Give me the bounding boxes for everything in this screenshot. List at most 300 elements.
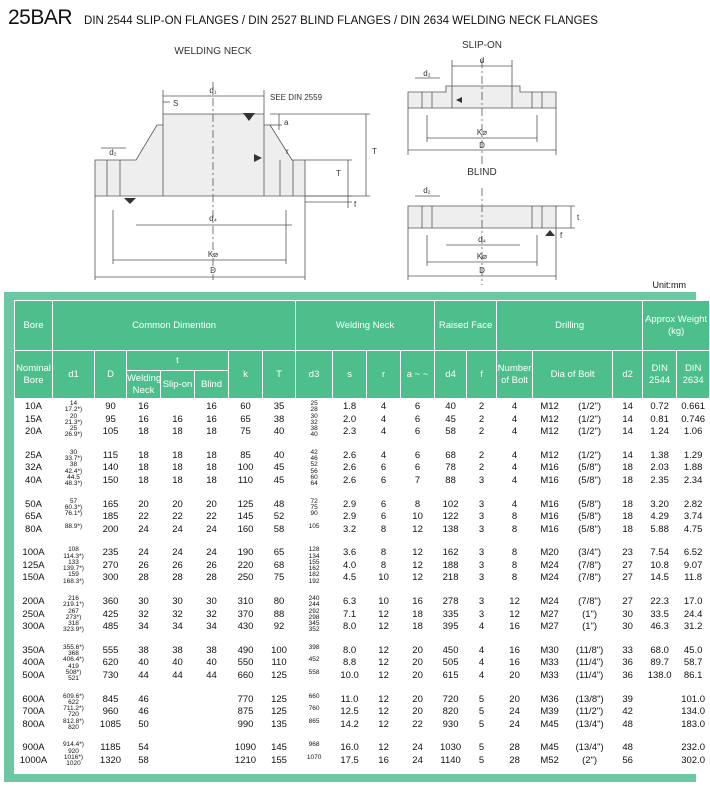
- cell-bolt: [533, 399, 567, 448]
- cell-line: 88: [445, 474, 456, 486]
- cell-subline: 38: [310, 425, 318, 432]
- cell-line: 1085: [99, 718, 122, 730]
- cell-subline: 21.3*): [64, 418, 83, 426]
- cell-line: 1.38: [650, 449, 669, 461]
- cell-line: [296, 572, 332, 585]
- cell-t-so: [161, 740, 195, 774]
- cell-subline: 46: [310, 455, 318, 462]
- cell-d2: [613, 642, 643, 691]
- spec-table-panel: [4, 292, 708, 782]
- cell-subline: 14: [69, 400, 78, 407]
- cell-line: 11.8: [684, 572, 703, 584]
- cell-line: 60: [240, 401, 251, 412]
- cell-line: 16: [138, 401, 149, 412]
- cell-t-so: [161, 545, 195, 594]
- cell-line: 39: [622, 693, 633, 705]
- cell-line: 2.3: [342, 426, 357, 437]
- cell-line: 615: [442, 669, 459, 681]
- cell-line: 1140: [440, 754, 461, 766]
- cell-line: 18: [138, 449, 149, 461]
- so-k-label: K⌀: [476, 128, 488, 137]
- cell-line: (5/8"): [578, 511, 602, 522]
- cell-d1: [53, 447, 95, 496]
- cell-nb: [497, 399, 533, 448]
- cell-subline: 30: [310, 412, 318, 420]
- wn-a-label: a: [284, 118, 289, 127]
- cell-line: 32: [172, 608, 183, 620]
- cell-line: 16: [206, 401, 217, 412]
- cell-t-bl: [195, 399, 229, 448]
- cell-line: 335: [442, 608, 459, 620]
- cell-line: [53, 475, 94, 488]
- cell-t-wn: [127, 399, 161, 448]
- cell-d1: [53, 399, 95, 448]
- hdr-r: r: [367, 351, 401, 399]
- wn-t-upper-label: T: [372, 147, 377, 156]
- cell-line: 660: [237, 669, 254, 681]
- cell-line: [296, 547, 332, 560]
- cell-line: 20: [509, 693, 520, 705]
- cell-line: 8: [380, 523, 387, 535]
- cell-a: [401, 545, 435, 594]
- cell-line: 6: [414, 426, 421, 437]
- cell-nb: [497, 740, 533, 774]
- cell-inch: [567, 740, 613, 774]
- cell-line: 28: [138, 572, 149, 584]
- cell-line: 302.0: [681, 754, 706, 766]
- cell-line: 34: [206, 621, 217, 632]
- cell-subline: 48.3*): [64, 480, 83, 487]
- cell-line: (1/2"): [578, 449, 602, 461]
- cell-line: 1185: [100, 742, 121, 754]
- cell-a: [401, 447, 435, 496]
- cell-w2544: [643, 496, 677, 545]
- cell-line: 4: [380, 413, 387, 425]
- cell-line: 6: [414, 401, 421, 412]
- cell-line: 18: [138, 426, 149, 437]
- cell-line: 8: [511, 572, 518, 584]
- cell-line: 18: [622, 498, 633, 510]
- cell-subline: 25: [69, 425, 78, 432]
- cell-line: 4: [478, 669, 485, 681]
- cell-subline: 134: [308, 552, 320, 560]
- cell-r: [367, 740, 401, 774]
- cell-line: 4: [478, 657, 485, 669]
- cell-subline: 155: [308, 558, 320, 566]
- cell-line: 105: [102, 426, 119, 437]
- cell-subline: 128: [308, 546, 320, 554]
- cell-line: 140: [102, 462, 119, 474]
- cell-line: 2.9: [342, 511, 357, 522]
- hdr-a: a ~ ~: [401, 351, 435, 399]
- cell-line: 48: [622, 742, 633, 754]
- cell-subline: 133: [68, 558, 79, 566]
- cell-line: 18: [622, 523, 633, 535]
- cell-subline: 609.6*): [63, 692, 84, 700]
- cell-line: 3: [478, 547, 485, 559]
- cell-line: 930: [442, 718, 459, 730]
- cell-subline: 26.9*): [64, 431, 83, 439]
- cell-line: (5/8"): [578, 462, 602, 474]
- cell-line: 12: [412, 523, 423, 535]
- cell-line: 38: [172, 644, 183, 656]
- cell-subline: 42: [310, 448, 318, 456]
- cell-line: [643, 755, 676, 768]
- cell-line: 8: [380, 547, 387, 559]
- cell-line: 4: [380, 426, 387, 437]
- cell-line: 10: [378, 596, 389, 607]
- cell-line: [195, 742, 228, 755]
- cell-line: [296, 524, 332, 537]
- cell-line: [53, 719, 94, 732]
- cell-line: 30: [172, 596, 183, 607]
- cell-line: 75: [240, 426, 251, 437]
- cell-line: 0.81: [650, 413, 669, 425]
- cell-line: 80A: [25, 523, 42, 535]
- cell-line: (13/4"): [575, 718, 604, 730]
- cell-line: M39: [540, 706, 559, 717]
- cell-line: 505: [442, 657, 459, 669]
- cell-line: M12: [540, 401, 559, 412]
- hdr-d4: d4: [435, 351, 467, 399]
- weld-symbol-icon: [124, 198, 136, 204]
- cell-line: 1.29: [683, 449, 703, 461]
- cell-line: 12: [378, 657, 389, 669]
- cell-r: [367, 399, 401, 448]
- cell-w2634: [677, 496, 710, 545]
- cell-k: [229, 545, 263, 594]
- cell-line: 400A: [22, 657, 45, 669]
- cell-line: 5.88: [650, 523, 669, 535]
- cell-line: M27: [540, 608, 559, 620]
- cell-line: 2: [478, 401, 485, 412]
- cell-line: 4: [511, 413, 518, 425]
- cell-line: 2.35: [650, 474, 669, 486]
- cell-subline: 720: [68, 711, 79, 719]
- hdr-t-blind: Blind: [195, 371, 229, 399]
- cell-line: 14: [622, 413, 633, 425]
- cell-d1: [53, 740, 95, 774]
- cell-line: [296, 742, 332, 755]
- cell-t-so: [161, 496, 195, 545]
- bl-f-label: f: [560, 231, 563, 240]
- cell-line: [161, 706, 194, 719]
- cell-line: 2.6: [342, 449, 357, 461]
- cell-line: 22: [412, 718, 423, 730]
- cell-t-wn: [127, 496, 161, 545]
- cell-d1: [53, 496, 95, 545]
- cell-line: 3: [478, 572, 485, 584]
- cell-subline: 219.1*): [63, 601, 84, 609]
- cell-subline: 760: [308, 705, 320, 712]
- cell-line: 54: [138, 742, 149, 754]
- cell-subline: 622: [68, 698, 79, 706]
- cell-line: 14: [622, 401, 633, 412]
- bl-k-label: K⌀: [476, 252, 488, 261]
- cell-line: [53, 742, 94, 755]
- cell-subline: 292: [308, 607, 320, 615]
- cell-k: [229, 399, 263, 448]
- cell-line: 24: [138, 523, 149, 535]
- cell-f: [467, 496, 497, 545]
- cell-line: [53, 547, 94, 560]
- cell-line: 20: [412, 657, 423, 669]
- cell-subline: 75: [310, 503, 318, 511]
- cell-line: 1.24: [650, 426, 669, 437]
- cell-line: 100A: [22, 547, 45, 559]
- cell-line: 78: [445, 462, 456, 474]
- cell-line: 86.1: [683, 669, 703, 681]
- cell-line: 34: [138, 621, 149, 632]
- cell-a: [401, 496, 435, 545]
- cell-line: 5: [478, 693, 485, 705]
- cell-line: (5/8"): [578, 523, 602, 535]
- cell-w2634: [677, 740, 710, 774]
- cell-line: 134.0: [681, 706, 706, 717]
- cell-subline: 33.7*): [64, 455, 83, 462]
- cell-line: 5: [478, 706, 485, 717]
- cell-line: [195, 706, 228, 719]
- cell-d1: [53, 594, 95, 643]
- cell-line: M16: [540, 511, 559, 522]
- cell-subline: 1020: [66, 760, 81, 767]
- cell-line: 8: [414, 498, 421, 510]
- cell-line: 45: [445, 413, 456, 425]
- cell-D: [95, 496, 127, 545]
- cell-line: 232.0: [681, 742, 706, 754]
- cell-line: 138: [442, 523, 459, 535]
- cell-subline: 406.4*): [63, 656, 84, 664]
- cell-line: [161, 401, 194, 414]
- cell-subline: 88.9*): [64, 522, 83, 530]
- cell-subline: 1070: [306, 753, 322, 761]
- cell-line: M45: [540, 718, 559, 730]
- hdr-T: T: [263, 351, 296, 399]
- cell-line: 300: [102, 572, 119, 584]
- cell-line: 24: [138, 547, 149, 559]
- cell-bore: [15, 642, 53, 691]
- cell-s: [333, 642, 367, 691]
- cell-line: 2.34: [683, 474, 703, 486]
- cell-line: M45: [540, 742, 559, 754]
- cell-line: 24: [509, 718, 520, 730]
- cell-s: [333, 740, 367, 774]
- cell-line: 6: [380, 498, 387, 510]
- cell-line: 3.6: [342, 547, 357, 559]
- cell-line: 26: [172, 559, 183, 571]
- cell-line: 8: [511, 511, 518, 522]
- cell-subline: 32: [310, 418, 318, 426]
- cell-line: 1.8: [342, 401, 357, 412]
- cell-subline: 168.3*): [63, 577, 84, 585]
- cell-D: [95, 545, 127, 594]
- table-row-group: [15, 594, 710, 643]
- cell-line: 12: [378, 706, 389, 717]
- cell-line: 25A: [25, 449, 42, 461]
- flange-drawings: [0, 30, 700, 292]
- cell-line: 4: [511, 474, 518, 486]
- cell-line: 2: [478, 462, 485, 474]
- cell-nb: [497, 594, 533, 643]
- cell-line: 16: [206, 413, 217, 425]
- cell-d4: [435, 399, 467, 448]
- cell-d3: [296, 740, 333, 774]
- cell-line: 800A: [22, 718, 45, 730]
- cell-line: 2: [478, 413, 485, 425]
- cell-line: 2.6: [342, 474, 357, 486]
- cell-line: 12: [412, 572, 423, 584]
- cell-line: [643, 694, 676, 707]
- cell-line: (11/8"): [575, 644, 604, 656]
- hdr-num-bolt: Number of Bolt: [497, 351, 533, 399]
- cell-line: 10: [412, 511, 423, 522]
- cell-a: [401, 399, 435, 448]
- cell-line: 32: [138, 608, 149, 620]
- cell-line: (3/4"): [578, 547, 602, 559]
- cell-line: 58: [273, 523, 285, 535]
- cell-line: 12: [378, 621, 389, 632]
- cell-subline: 273*): [65, 613, 82, 621]
- cell-line: [296, 462, 332, 475]
- cell-d2: [613, 691, 643, 740]
- cell-k: [229, 740, 263, 774]
- cell-line: [296, 401, 332, 414]
- cell-line: 188: [442, 559, 459, 571]
- cell-t-so: [161, 691, 195, 740]
- cell-line: 18: [172, 449, 183, 461]
- cell-subline: 108: [68, 546, 79, 554]
- cell-line: 4: [511, 401, 518, 412]
- cell-bolt: [533, 545, 567, 594]
- cell-line: [296, 475, 332, 488]
- cell-line: 5: [478, 754, 485, 766]
- cell-line: 22: [172, 511, 183, 522]
- cell-subline: 352: [308, 626, 320, 634]
- cell-line: M16: [540, 523, 559, 535]
- cell-inch: [567, 496, 613, 545]
- cell-line: 10.8: [650, 559, 669, 571]
- cell-line: 2.9: [342, 498, 357, 510]
- cell-line: 56: [622, 754, 633, 766]
- cell-line: (13/4"): [575, 742, 604, 754]
- weld-symbol-icon: [545, 230, 555, 236]
- cell-line: 3: [478, 596, 485, 607]
- cell-line: 4: [478, 644, 485, 656]
- cell-line: 50: [138, 718, 149, 730]
- cell-T: [263, 545, 296, 594]
- cell-line: 4: [478, 621, 485, 632]
- welding-neck-title: WELDING NECK: [174, 46, 252, 57]
- cell-r: [367, 545, 401, 594]
- cell-line: M16: [540, 462, 559, 474]
- cell-D: [95, 691, 127, 740]
- cell-line: 3: [478, 608, 485, 620]
- cell-line: 89.7: [650, 657, 669, 669]
- cell-line: 58: [445, 426, 456, 437]
- cell-line: 350A: [22, 644, 45, 656]
- cell-line: [53, 657, 94, 670]
- cell-line: [296, 426, 332, 439]
- cell-d4: [435, 447, 467, 496]
- cell-t-wn: [127, 691, 161, 740]
- cell-line: 50A: [25, 498, 42, 510]
- cell-d3: [296, 399, 333, 448]
- so-dd-label: D: [479, 141, 485, 150]
- cell-subline: 345: [308, 620, 320, 627]
- cell-line: 990: [237, 718, 254, 730]
- cell-line: 125: [237, 498, 254, 510]
- cell-t-bl: [195, 642, 229, 691]
- cell-nb: [497, 642, 533, 691]
- cell-T: [263, 496, 296, 545]
- cell-d3: [296, 594, 333, 643]
- cell-d3: [296, 642, 333, 691]
- cell-line: 27: [622, 572, 633, 584]
- cell-line: 24: [206, 523, 217, 535]
- cell-line: 250A: [22, 608, 45, 620]
- cell-subline: 56: [310, 467, 318, 475]
- cell-f: [467, 691, 497, 740]
- cell-line: 8.0: [342, 621, 357, 632]
- cell-line: 18: [412, 608, 423, 620]
- cell-line: 600A: [22, 693, 45, 705]
- cell-w2544: [643, 399, 677, 448]
- cell-subline: 72: [310, 497, 318, 505]
- cell-subline: 812.8*): [63, 717, 84, 725]
- cell-line: 550: [237, 657, 254, 669]
- cell-line: M12: [540, 413, 559, 425]
- cell-subline: 355.6*): [63, 643, 84, 651]
- cell-line: 18: [172, 426, 183, 437]
- cell-line: [53, 596, 94, 609]
- cell-line: 45: [273, 474, 285, 486]
- cell-line: 75: [273, 572, 285, 584]
- table-row-group: [15, 399, 710, 448]
- cell-line: 9.07: [683, 559, 703, 571]
- cell-line: 24: [172, 523, 183, 535]
- cell-line: M24: [540, 596, 559, 607]
- cell-line: 145: [237, 511, 254, 522]
- cell-d4: [435, 496, 467, 545]
- cell-line: [195, 694, 228, 707]
- cell-bore: [15, 740, 53, 774]
- cell-line: 310: [237, 596, 254, 607]
- cell-subline: 298: [308, 613, 320, 621]
- cell-line: 34: [172, 621, 183, 632]
- cell-line: [53, 524, 94, 537]
- cell-line: 425: [102, 608, 119, 620]
- cell-line: 1090: [234, 742, 257, 754]
- cell-line: 30: [138, 596, 149, 607]
- cell-a: [401, 594, 435, 643]
- cell-line: 100: [271, 644, 287, 656]
- cell-line: 1000A: [19, 754, 48, 766]
- cell-subline: 323.9*): [63, 626, 84, 634]
- cell-t-wn: [127, 740, 161, 774]
- cell-line: 6: [414, 413, 421, 425]
- cell-line: 12: [509, 596, 520, 607]
- cell-line: 3: [478, 511, 485, 522]
- cell-line: (7/8"): [578, 572, 602, 584]
- cell-subline: 521: [68, 675, 79, 682]
- cell-line: 12: [378, 608, 389, 620]
- blind-drawing: [408, 188, 575, 285]
- cell-line: 1320: [99, 754, 122, 766]
- cell-line: 138.0: [647, 669, 672, 681]
- hdr-bore: Bore: [15, 301, 53, 351]
- cell-T: [263, 642, 296, 691]
- cell-d3: [296, 496, 333, 545]
